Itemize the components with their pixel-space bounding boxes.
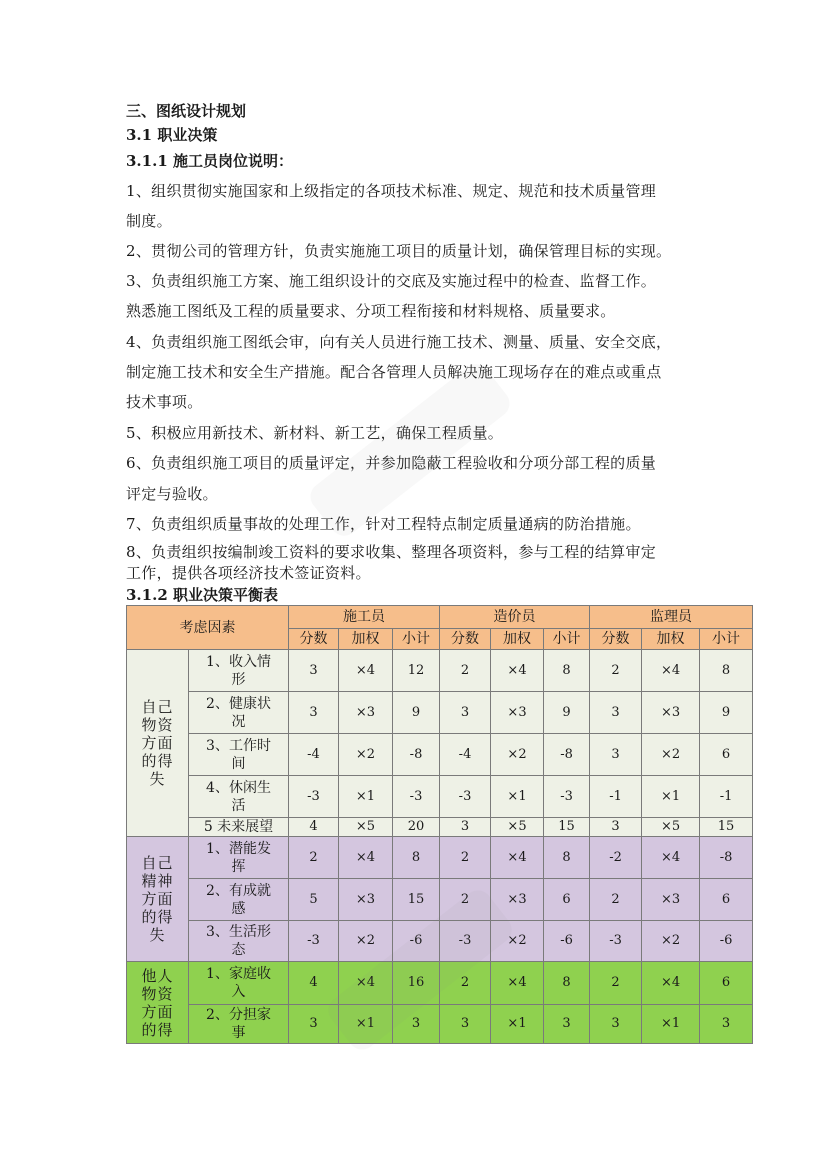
value-cell: 4 bbox=[289, 818, 339, 837]
section-title: 三、图纸设计规划 bbox=[126, 102, 247, 120]
value-cell: 3 bbox=[590, 818, 642, 837]
subheader-cell: 分数 bbox=[440, 629, 491, 650]
subsubsection-title: 3.1.1 施工员岗位说明： bbox=[126, 152, 293, 170]
role-header: 造价员 bbox=[440, 606, 590, 629]
group-material-others bbox=[127, 962, 189, 1044]
value-cell: 8 bbox=[544, 650, 590, 692]
value-cell: 15 bbox=[393, 879, 440, 921]
subheader-cell: 分数 bbox=[289, 629, 339, 650]
group-label-line: 方面 bbox=[141, 890, 174, 908]
value-cell: ×1 bbox=[491, 776, 544, 818]
group-spirit-self bbox=[127, 837, 189, 962]
value-cell: ×3 bbox=[642, 692, 700, 734]
value-cell: ×3 bbox=[339, 692, 393, 734]
value-cell: 6 bbox=[700, 734, 753, 776]
value-cell: -4 bbox=[289, 734, 339, 776]
value-cell: 3 bbox=[700, 1005, 753, 1044]
factor-label-line: 1、收入情 bbox=[206, 653, 271, 670]
table-row bbox=[127, 734, 753, 776]
factor-label-line: 2、有成就 bbox=[206, 882, 271, 899]
value-cell: ×3 bbox=[491, 879, 544, 921]
group-material-self bbox=[127, 650, 189, 837]
value-cell: ×2 bbox=[491, 921, 544, 962]
paragraph-line: 评定与验收。 bbox=[126, 485, 218, 503]
value-cell: 20 bbox=[393, 818, 440, 837]
paragraph-line: 制度。 bbox=[126, 212, 172, 230]
table-row bbox=[127, 818, 753, 837]
subheader-cell: 加权 bbox=[491, 629, 544, 650]
value-cell: ×1 bbox=[339, 1005, 393, 1044]
table-row bbox=[127, 650, 753, 692]
value-cell: 9 bbox=[393, 692, 440, 734]
value-cell: -3 bbox=[440, 921, 491, 962]
value-cell: -6 bbox=[544, 921, 590, 962]
value-cell: -8 bbox=[393, 734, 440, 776]
subsection-title: 3.1 职业决策 bbox=[126, 126, 218, 144]
value-cell: 2 bbox=[289, 837, 339, 879]
paragraph-line: 工作，提供各项经济技术签证资料。 bbox=[126, 564, 371, 582]
value-cell: ×4 bbox=[642, 962, 700, 1005]
factor-label-line: 1、潜能发 bbox=[206, 840, 271, 857]
value-cell: 5 bbox=[289, 879, 339, 921]
value-cell: 3 bbox=[289, 1005, 339, 1044]
value-cell: ×1 bbox=[642, 776, 700, 818]
value-cell: 9 bbox=[700, 692, 753, 734]
decision-balance-table bbox=[126, 605, 753, 1044]
factor-cell bbox=[189, 879, 289, 921]
table-row bbox=[127, 692, 753, 734]
value-cell: -4 bbox=[440, 734, 491, 776]
value-cell: 8 bbox=[393, 837, 440, 879]
value-cell: 2 bbox=[440, 837, 491, 879]
value-cell: ×5 bbox=[642, 818, 700, 837]
factor-cell bbox=[189, 962, 289, 1005]
role-header: 监理员 bbox=[590, 606, 753, 629]
group-label-line: 失 bbox=[149, 926, 166, 944]
value-cell: 8 bbox=[544, 962, 590, 1005]
factor-label-line: 2、健康状 bbox=[206, 695, 271, 712]
table-row bbox=[127, 1005, 753, 1044]
value-cell: 2 bbox=[590, 879, 642, 921]
factor-label-line: 况 bbox=[231, 713, 246, 730]
value-cell: 15 bbox=[700, 818, 753, 837]
value-cell: -1 bbox=[700, 776, 753, 818]
table-row bbox=[127, 837, 753, 879]
factor-label-line: 感 bbox=[231, 900, 246, 917]
paragraph-line: 5、积极应用新技术、新材料、新工艺，确保工程质量。 bbox=[126, 424, 504, 442]
value-cell: ×1 bbox=[339, 776, 393, 818]
group-label-line: 他人 bbox=[141, 966, 174, 985]
value-cell: -3 bbox=[289, 921, 339, 962]
subheader-cell: 加权 bbox=[339, 629, 393, 650]
value-cell: -3 bbox=[544, 776, 590, 818]
paragraph-line: 3、负责组织施工方案、施工组织设计的交底及实施过程中的检查、监督工作。 bbox=[126, 272, 657, 290]
value-cell: -8 bbox=[700, 837, 753, 879]
group-label-line: 自己 bbox=[141, 854, 174, 872]
factor-label-line: 2、分担家 bbox=[206, 1007, 271, 1023]
value-cell: ×4 bbox=[642, 650, 700, 692]
factor-cell bbox=[189, 734, 289, 776]
paragraph-line: 4、负责组织施工图纸会审，向有关人员进行施工技术、测量、质量、安全交底， bbox=[126, 333, 672, 351]
factor-label-line: 3、工作时 bbox=[206, 737, 271, 754]
value-cell: ×1 bbox=[642, 1005, 700, 1044]
subheader-cell: 小计 bbox=[544, 629, 590, 650]
value-cell: 2 bbox=[590, 962, 642, 1005]
factor-label-line: 态 bbox=[231, 942, 246, 958]
value-cell: ×4 bbox=[491, 650, 544, 692]
paragraph-line: 1、组织贯彻实施国家和上级指定的各项技术标准、规定、规范和技术质量管理 bbox=[126, 182, 657, 200]
value-cell: -6 bbox=[393, 921, 440, 962]
group-label-line: 自己 bbox=[141, 698, 174, 716]
value-cell: ×4 bbox=[491, 962, 544, 1005]
factor-cell bbox=[189, 837, 289, 879]
value-cell: 6 bbox=[700, 879, 753, 921]
value-cell: 3 bbox=[590, 1005, 642, 1044]
value-cell: 15 bbox=[544, 818, 590, 837]
paragraph-line: 熟悉施工图纸及工程的质量要求、分项工程衔接和材料规格、质量要求。 bbox=[126, 302, 616, 320]
subheader-cell: 小计 bbox=[700, 629, 753, 650]
factor-cell bbox=[189, 1005, 289, 1044]
subheader-cell: 分数 bbox=[590, 629, 642, 650]
group-label-line: 方面 bbox=[141, 734, 174, 752]
factor-cell bbox=[189, 692, 289, 734]
value-cell: -2 bbox=[590, 837, 642, 879]
value-cell: 16 bbox=[393, 962, 440, 1005]
value-cell: ×2 bbox=[339, 734, 393, 776]
value-cell: 6 bbox=[544, 879, 590, 921]
value-cell: -3 bbox=[440, 776, 491, 818]
factor-cell bbox=[189, 818, 289, 837]
factor-label-line: 5 未来展望 bbox=[203, 819, 274, 835]
value-cell: ×4 bbox=[339, 962, 393, 1005]
factor-label-line: 1、家庭收 bbox=[206, 966, 271, 982]
factor-label-line: 间 bbox=[231, 755, 246, 772]
subheader-cell: 小计 bbox=[393, 629, 440, 650]
group-label-line: 物资 bbox=[141, 984, 174, 1003]
factor-label-line: 4、休闲生 bbox=[206, 779, 271, 796]
paragraph-line: 2、贯彻公司的管理方针，负责实施施工项目的质量计划，确保管理目标的实现。 bbox=[126, 242, 672, 260]
value-cell: ×2 bbox=[642, 921, 700, 962]
value-cell: 2 bbox=[440, 879, 491, 921]
factor-cell bbox=[189, 776, 289, 818]
value-cell: 3 bbox=[590, 734, 642, 776]
value-cell: 3 bbox=[440, 1005, 491, 1044]
table-row bbox=[127, 776, 753, 818]
value-cell: 8 bbox=[700, 650, 753, 692]
value-cell: -1 bbox=[590, 776, 642, 818]
role-header: 施工员 bbox=[289, 606, 440, 629]
value-cell: -3 bbox=[590, 921, 642, 962]
value-cell: ×2 bbox=[339, 921, 393, 962]
group-label-line: 失 bbox=[149, 770, 166, 788]
value-cell: ×3 bbox=[491, 692, 544, 734]
value-cell: 3 bbox=[289, 650, 339, 692]
value-cell: 3 bbox=[544, 1005, 590, 1044]
value-cell: 3 bbox=[590, 692, 642, 734]
paragraph-line: 6、负责组织施工项目的质量评定，并参加隐蔽工程验收和分项分部工程的质量 bbox=[126, 454, 657, 472]
factor-cell bbox=[189, 921, 289, 962]
value-cell: ×4 bbox=[339, 650, 393, 692]
value-cell: 2 bbox=[440, 962, 491, 1005]
value-cell: ×2 bbox=[491, 734, 544, 776]
group-label-line: 方面 bbox=[141, 1002, 174, 1021]
value-cell: 4 bbox=[289, 962, 339, 1005]
value-cell: 3 bbox=[440, 692, 491, 734]
value-cell: 3 bbox=[289, 692, 339, 734]
table-row bbox=[127, 921, 753, 962]
table-row bbox=[127, 879, 753, 921]
value-cell: ×5 bbox=[491, 818, 544, 837]
table-header-row bbox=[127, 606, 753, 629]
factor-cell bbox=[189, 650, 289, 692]
group-label-line: 的得 bbox=[141, 908, 174, 926]
value-cell: 8 bbox=[544, 837, 590, 879]
group-label-line: 精神 bbox=[141, 872, 174, 890]
value-cell: -3 bbox=[393, 776, 440, 818]
value-cell: 2 bbox=[590, 650, 642, 692]
paragraph-line: 技术事项。 bbox=[126, 393, 203, 411]
value-cell: 9 bbox=[544, 692, 590, 734]
factor-label-line: 活 bbox=[231, 797, 246, 814]
factor-header: 考虑因素 bbox=[127, 606, 289, 650]
value-cell: -8 bbox=[544, 734, 590, 776]
group-label-line: 的得 bbox=[141, 1020, 174, 1039]
value-cell: -6 bbox=[700, 921, 753, 962]
paragraph-line: 7、负责组织质量事故的处理工作，针对工程特点制定质量通病的防治措施。 bbox=[126, 515, 641, 533]
factor-label-line: 形 bbox=[231, 671, 246, 688]
value-cell: ×3 bbox=[339, 879, 393, 921]
paragraph-line: 8、负责组织按编制竣工资料的要求收集、整理各项资料，参与工程的结算审定 bbox=[126, 543, 657, 561]
subheader-cell: 加权 bbox=[642, 629, 700, 650]
value-cell: 6 bbox=[700, 962, 753, 1005]
value-cell: 3 bbox=[440, 818, 491, 837]
value-cell: ×4 bbox=[491, 837, 544, 879]
group-label-line: 的得 bbox=[141, 752, 174, 770]
value-cell: 3 bbox=[393, 1005, 440, 1044]
factor-label-line: 入 bbox=[231, 984, 246, 1000]
value-cell: 12 bbox=[393, 650, 440, 692]
value-cell: ×1 bbox=[491, 1005, 544, 1044]
value-cell: 2 bbox=[440, 650, 491, 692]
value-cell: ×4 bbox=[642, 837, 700, 879]
value-cell: ×5 bbox=[339, 818, 393, 837]
value-cell: ×4 bbox=[339, 837, 393, 879]
value-cell: -3 bbox=[289, 776, 339, 818]
paragraph-line: 制定施工技术和安全生产措施。配合各管理人员解决施工现场存在的难点或重点 bbox=[126, 363, 662, 381]
factor-label-line: 3、生活形 bbox=[206, 924, 271, 940]
table-row bbox=[127, 962, 753, 1005]
table-title: 3.1.2 职业决策平衡表 bbox=[126, 586, 278, 604]
value-cell: ×3 bbox=[642, 879, 700, 921]
factor-label-line: 事 bbox=[231, 1025, 246, 1041]
value-cell: ×2 bbox=[642, 734, 700, 776]
group-label-line: 物资 bbox=[141, 716, 174, 734]
factor-label-line: 挥 bbox=[231, 858, 246, 875]
